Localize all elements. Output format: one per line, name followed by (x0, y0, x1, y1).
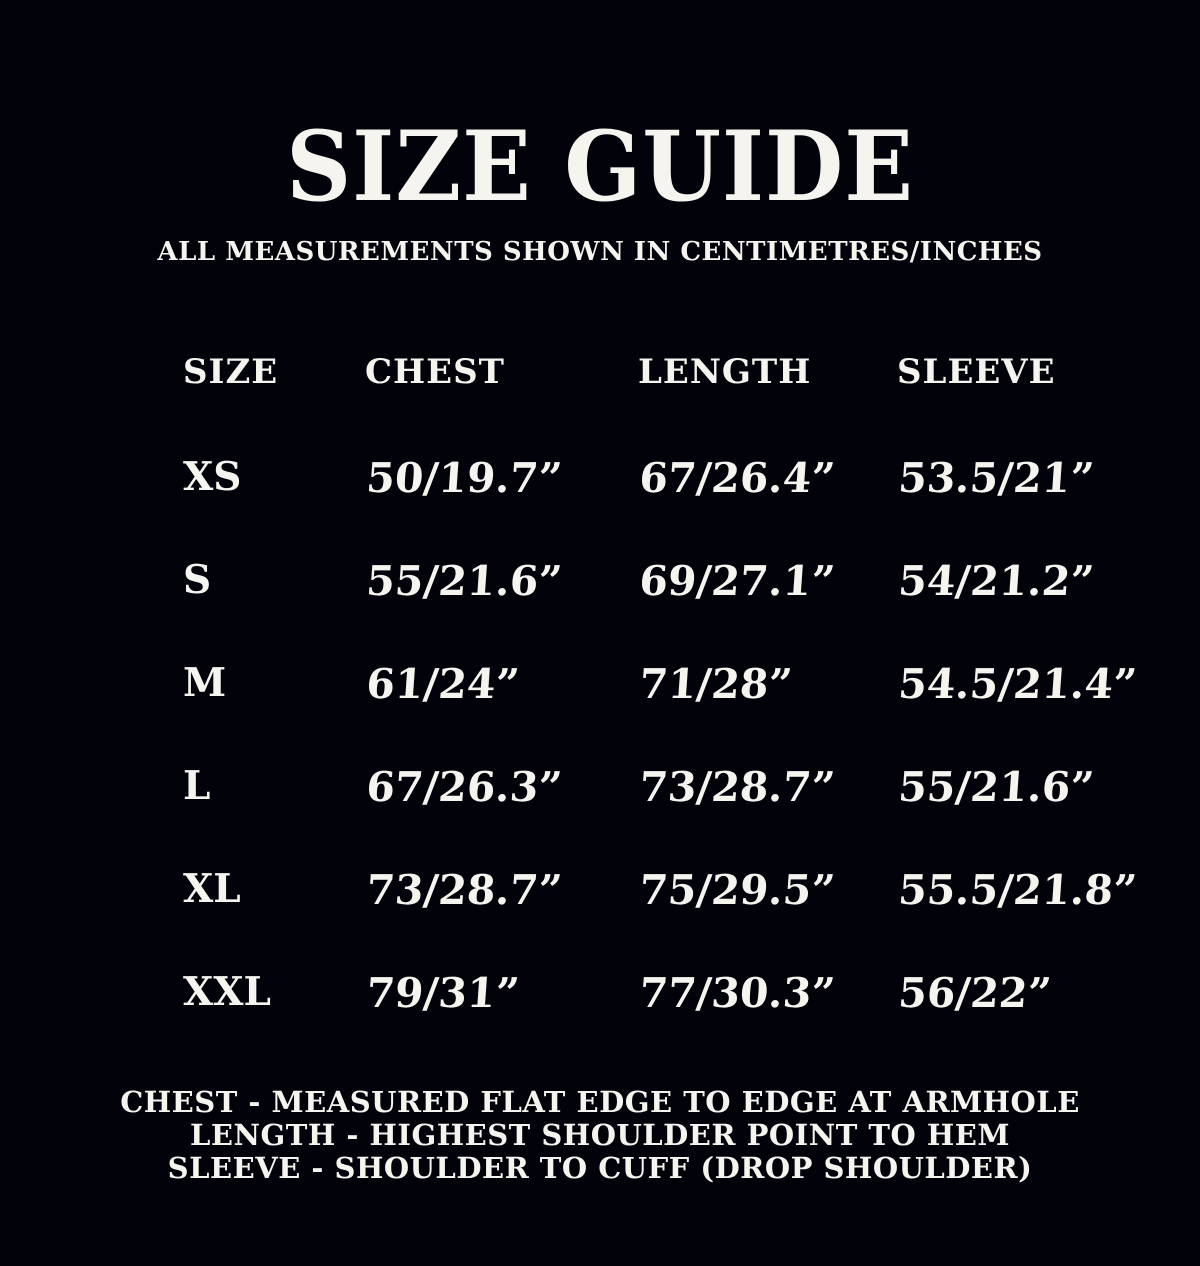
size-cell: XS (183, 454, 242, 500)
sleeve-cell: 54.5/21.4” (896, 660, 1139, 708)
chest-cell: 73/28.7” (364, 866, 564, 914)
size-cell: XXL (183, 969, 271, 1015)
measurements-subtitle: ALL MEASUREMENTS SHOWN IN CENTIMETRES/INCHES (157, 237, 1043, 267)
sleeve-cell: 55.5/21.8” (896, 866, 1139, 914)
chest-footnote: CHEST - MEASURED FLAT EDGE TO EDGE AT ARMHOLE (120, 1085, 1080, 1119)
length-cell: 75/29.5” (637, 866, 837, 914)
sleeve-cell: 55/21.6” (896, 763, 1096, 811)
chest-cell: 67/26.3” (364, 763, 564, 811)
sleeve-cell: 53.5/21” (896, 454, 1096, 502)
sleeve-cell: 54/21.2” (896, 557, 1096, 605)
chest-cell: 61/24” (364, 660, 521, 708)
size-cell: M (183, 660, 227, 706)
column-header-sleeve: SLEEVE (897, 352, 1056, 392)
length-cell: 69/27.1” (637, 557, 837, 605)
column-header-length: LENGTH (638, 352, 812, 392)
length-footnote: LENGTH - HIGHEST SHOULDER POINT TO HEM (190, 1118, 1010, 1152)
measurement-footnotes (0, 1086, 1200, 1185)
length-cell: 71/28” (637, 660, 794, 708)
length-cell: 73/28.7” (637, 763, 837, 811)
chest-cell: 50/19.7” (364, 454, 564, 502)
size-cell: L (183, 763, 211, 809)
chest-cell: 55/21.6” (364, 557, 564, 605)
sleeve-footnote: SLEEVE - SHOULDER TO CUFF (DROP SHOULDER) (167, 1151, 1033, 1185)
length-cell: 77/30.3” (637, 969, 837, 1017)
sleeve-cell: 56/22” (896, 969, 1053, 1017)
length-cell: 67/26.4” (637, 454, 837, 502)
page-title: SIZE GUIDE (286, 110, 914, 223)
size-table (183, 352, 1139, 1076)
size-cell: XL (183, 866, 241, 912)
chest-cell: 79/31” (364, 969, 521, 1017)
column-header-chest: CHEST (365, 352, 505, 392)
size-cell: S (183, 557, 212, 603)
column-header-size: SIZE (183, 352, 279, 392)
